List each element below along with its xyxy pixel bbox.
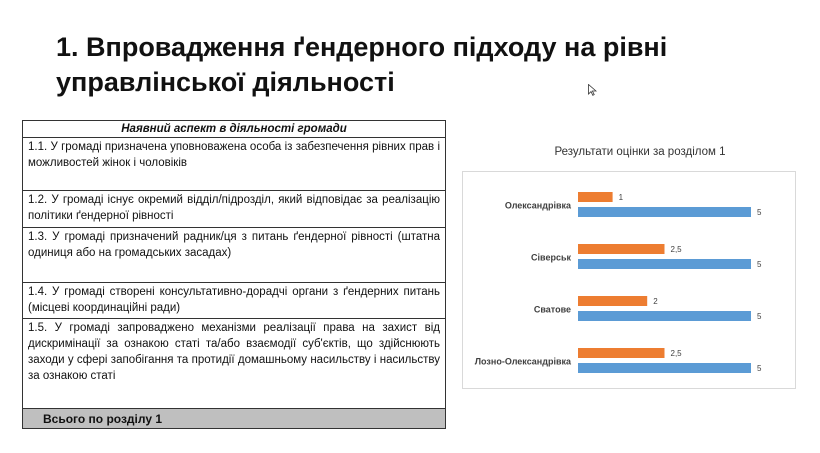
table-header: Наявний аспект в діяльності громади (23, 121, 446, 138)
bar (578, 207, 751, 217)
slide-title: 1. Впровадження ґендерного підходу на рівні управлінської діяльності (56, 32, 668, 97)
data-label: 1 (618, 193, 624, 202)
bar (578, 259, 751, 269)
chart-title: Результати оцінки за розділом 1 (554, 146, 726, 158)
table-row (23, 283, 446, 319)
bar (578, 244, 665, 254)
category-label: Олександрівка (504, 200, 571, 211)
category-label: Лозно-Олександрівка (474, 356, 571, 367)
aspects-table (22, 120, 446, 429)
total-label: Всього по розділу 1 (23, 409, 446, 429)
data-label: 5 (757, 208, 762, 217)
data-label: 2,5 (670, 349, 682, 358)
data-label: 2 (653, 297, 658, 306)
category-label: Сіверськ (531, 252, 571, 263)
mouse-cursor-icon (588, 84, 597, 96)
bar (578, 348, 665, 358)
bar (578, 311, 751, 321)
table-row (23, 228, 446, 283)
bar (578, 192, 613, 202)
bar-chart (463, 172, 795, 388)
chart-area (462, 171, 796, 389)
category-label: Сватове (533, 304, 571, 315)
table-header-row (23, 121, 446, 138)
data-label: 5 (757, 260, 762, 269)
table-total-row (23, 409, 446, 429)
data-label: 5 (757, 364, 762, 373)
table-cell: 1.4. У громаді створені консультативно-дорадчі органи з ґендерних питань (місцеві координаційні ради) (23, 283, 446, 319)
table-row (23, 319, 446, 409)
bar (578, 363, 751, 373)
table-cell: 1.3. У громаді призначений радник/ця з питань ґендерної рівності (штатна одиниця або на громадських засадах) (23, 228, 446, 283)
data-label: 5 (757, 312, 762, 321)
table-row (23, 138, 446, 191)
table-cell: 1.1. У громаді призначена уповноважена особа із забезпечення рівних прав і можливостей жінок і чоловіків (23, 138, 446, 191)
data-label: 2,5 (670, 245, 682, 254)
table-row (23, 191, 446, 228)
table-cell: 1.2. У громаді існує окремий відділ/підрозділ, який відповідає за реалізацію політики ґендерної рівності (23, 191, 446, 228)
table-cell: 1.5. У громаді запроваджено механізми реалізації права на захист від дискримінації за ознакою статі та/або взаємодії суб'єктів, що здійснюють заходи у сфері запобігання та протидії домашньому насильству і насильству за ознакою статі (23, 319, 446, 409)
bar (578, 296, 647, 306)
